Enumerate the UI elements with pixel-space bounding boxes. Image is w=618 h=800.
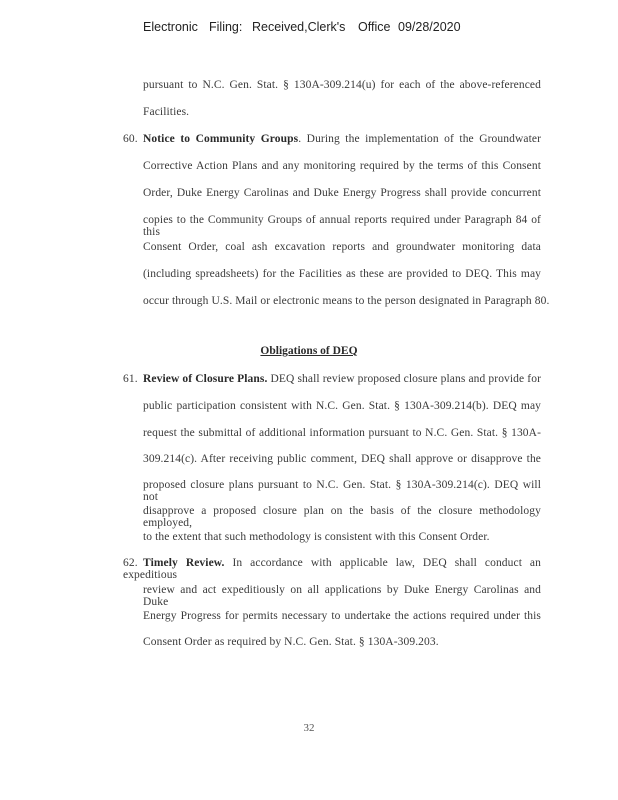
paragraph-61-line-2: public participation consistent with N.C. Gen. Stat. § 130A-309.214(b). DEQ may (143, 400, 541, 412)
paragraph-61-line-5: proposed closure plans pursuant to N.C. Gen. Stat. § 130A-309.214(c). DEQ will not (143, 479, 541, 503)
paragraph-text: In accordance with applicable law, DEQ shall conduct an expeditious (123, 557, 541, 581)
paragraph-number: 61. (123, 373, 138, 385)
paragraph-61-line-6: disapprove a proposed closure plan on the basis of the closure methodology employed, (143, 505, 541, 529)
paragraph-60-line-7: occur through U.S. Mail or electronic means to the person designated in Paragraph 80. (143, 295, 550, 307)
paragraph-title: Timely Review. (143, 557, 225, 569)
paragraph-60-line-1 (123, 133, 541, 145)
paragraph-number: 62. (123, 557, 138, 569)
stamp-filing: Filing: (209, 20, 243, 34)
paragraph-62-line-4: Consent Order as required by N.C. Gen. Stat. § 130A-309.203. (143, 636, 439, 648)
paragraph-number: 60. (123, 133, 138, 145)
page-number: 32 (303, 722, 315, 734)
paragraph-60-line-4: copies to the Community Groups of annual reports required under Paragraph 84 of this (143, 214, 541, 238)
paragraph-title: Review of Closure Plans. (143, 373, 268, 385)
paragraph-title: Notice to Community Groups (143, 133, 299, 145)
paragraph-62-line-2: review and act expeditiously on all applications by Duke Energy Carolinas and Duke (143, 584, 541, 608)
paragraph-60-line-2: Corrective Action Plans and any monitoring required by the terms of this Consent (143, 160, 541, 172)
stamp-date: 09/28/2020 (398, 20, 461, 34)
paragraph-60-line-5: Consent Order, coal ash excavation reports and groundwater monitoring data (143, 241, 541, 253)
paragraph-62-line-3: Energy Progress for permits necessary to undertake the actions required under this (143, 610, 541, 622)
continuation-line-2: Facilities. (143, 106, 190, 118)
stamp-office: Office (358, 20, 391, 34)
section-heading-obligations-of-deq: Obligations of DEQ (260, 345, 358, 357)
paragraph-61-line-7: to the extent that such methodology is consistent with this Consent Order. (143, 531, 490, 543)
paragraph-60-line-3: Order, Duke Energy Carolinas and Duke Energy Progress shall provide concurrent (143, 187, 541, 199)
stamp-received-clerks: Received,Clerk's (252, 20, 346, 34)
stamp-electronic: Electronic (143, 20, 198, 34)
electronic-filing-stamp (143, 20, 461, 34)
paragraph-text: DEQ shall review proposed closure plans and provide for (267, 373, 541, 385)
paragraph-60-line-6: (including spreadsheets) for the Facilities as these are provided to DEQ. This may (143, 268, 541, 280)
paragraph-61-line-4: 309.214(c). After receiving public comment, DEQ shall approve or disapprove the (143, 453, 541, 465)
paragraph-62-line-1 (123, 557, 541, 581)
continuation-line-1: pursuant to N.C. Gen. Stat. § 130A-309.214(u) for each of the above-referenced (143, 79, 541, 91)
paragraph-61-line-3: request the submittal of additional information pursuant to N.C. Gen. Stat. § 130A- (143, 427, 541, 439)
paragraph-text: . During the implementation of the Groundwater (298, 133, 541, 145)
paragraph-61-line-1 (123, 373, 541, 385)
